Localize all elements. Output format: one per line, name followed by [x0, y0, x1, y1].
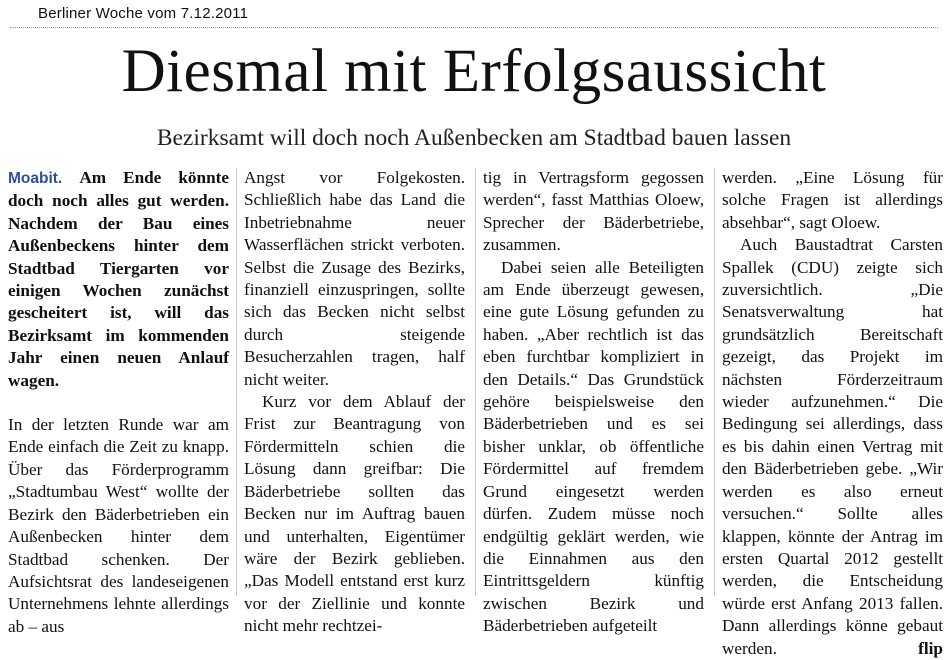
column-divider: [236, 168, 237, 596]
article-column-4: [722, 167, 943, 658]
article-column-3: [483, 167, 704, 636]
body-paragraph: In der letzten Runde war am Ende einfach die Zeit zu knapp. Über das Förderprogramm „Stadtumbau West“ wollte der Bezirk den Bäderbetrieben ein Außenbecken hinter dem Stadtbad schenken. Der Aufsichtsrat des landeseigenen Unternehmens lehnte allerdings ab – aus: [8, 415, 229, 636]
body-paragraph: werden. „Eine Lösung für solche Fragen ist allerdings absehbar“, sagt Oloew.: [722, 168, 943, 232]
author-signature: flip: [918, 638, 943, 658]
lead-text: Am Ende könnte doch noch alles gut werden. Nachdem der Bau eines Außenbeckens hinter dem Stadtbad Tiergarten vor einigen Wochen zunächst gescheitert ist, will das Bezirksamt im kommenden Jahr einen neuen Anlauf wagen.: [8, 168, 229, 390]
paragraph-gap: [8, 392, 229, 414]
place-label: Moabit.: [8, 170, 63, 187]
lead-paragraph: [8, 167, 229, 392]
article-column-1: [8, 167, 229, 636]
article-column-2: [244, 167, 465, 636]
body-paragraph: Angst vor Folgekosten. Schließlich habe das Land die Inbetriebnahme neuer Wasserflächen strickt verboten. Selbst die Zusage des Bezirks, finanziell einzuspringen, sollte sich das Becken nicht selbst durch steigende Besucherzahlen tragen, half nicht weiter.: [244, 168, 465, 389]
body-paragraph: Kurz vor dem Ablauf der Frist zur Beantragung von Fördermitteln schien die Lösung dann greifbar: Die Bäderbetriebe sollten das Becken nur im Auftrag bauen und unterhalten, Eigentümer wäre der Bezirk geblieben. „Das Modell entstand erst kurz vor der Ziellinie und konnte nicht mehr rechtzei-: [244, 392, 465, 636]
newspaper-source: Berliner Woche vom 7.12.2011: [38, 5, 249, 22]
body-paragraph: [722, 234, 943, 660]
body-paragraph: Dabei seien alle Beteiligten am Ende überzeugt gewesen, eine gute Lösung gefunden zu haben. „Aber rechtlich ist das eben furchtbar kompliziert in den Details.“ Das Grundstück gehöre beispielsweise den Bäderbetrieben und es sei bisher unklar, ob öffentliche Fördermittel auf fremdem Grund eingesetzt werden dürfen. Zudem müsse noch endgültig geklärt werden, wie die Einnahmen aus den Eintrittsgeldern künftig zwischen Bezirk und Bäderbetrieben aufgeteilt: [483, 257, 704, 636]
body-paragraph: tig in Vertragsform gegossen werden“, fasst Matthias Oloew, Sprecher der Bäderbetriebe, zusammen.: [483, 168, 704, 255]
column-divider: [475, 168, 476, 596]
column-divider: [714, 168, 715, 596]
closing-text: Auch Baustadtrat Carsten Spallek (CDU) zeigte sich zuversichtlich. „Die Senatsverwaltung hat grundsätzlich Bereitschaft gezeigt, das Projekt im nächsten Förderzeitraum wieder aufzunehmen.“ Die Bedingung sei allerdings, dass es bis dahin einen Vertrag mit den Bäderbetrieben gebe. „Wir werden es also erneut versuchen.“ Sollte alles klappen, könnte der Antrag im ersten Quartal 2012 gestellt werden, die Entscheidung würde erst Anfang 2013 fallen. Dann allerdings könne gebaut werden.: [722, 235, 943, 658]
header-divider: [10, 27, 938, 28]
headline: Diesmal mit Erfolgsaussicht: [121, 38, 827, 105]
subheadline: Bezirksamt will doch noch Außenbecken am Stadtbad bauen lassen: [156, 125, 792, 151]
